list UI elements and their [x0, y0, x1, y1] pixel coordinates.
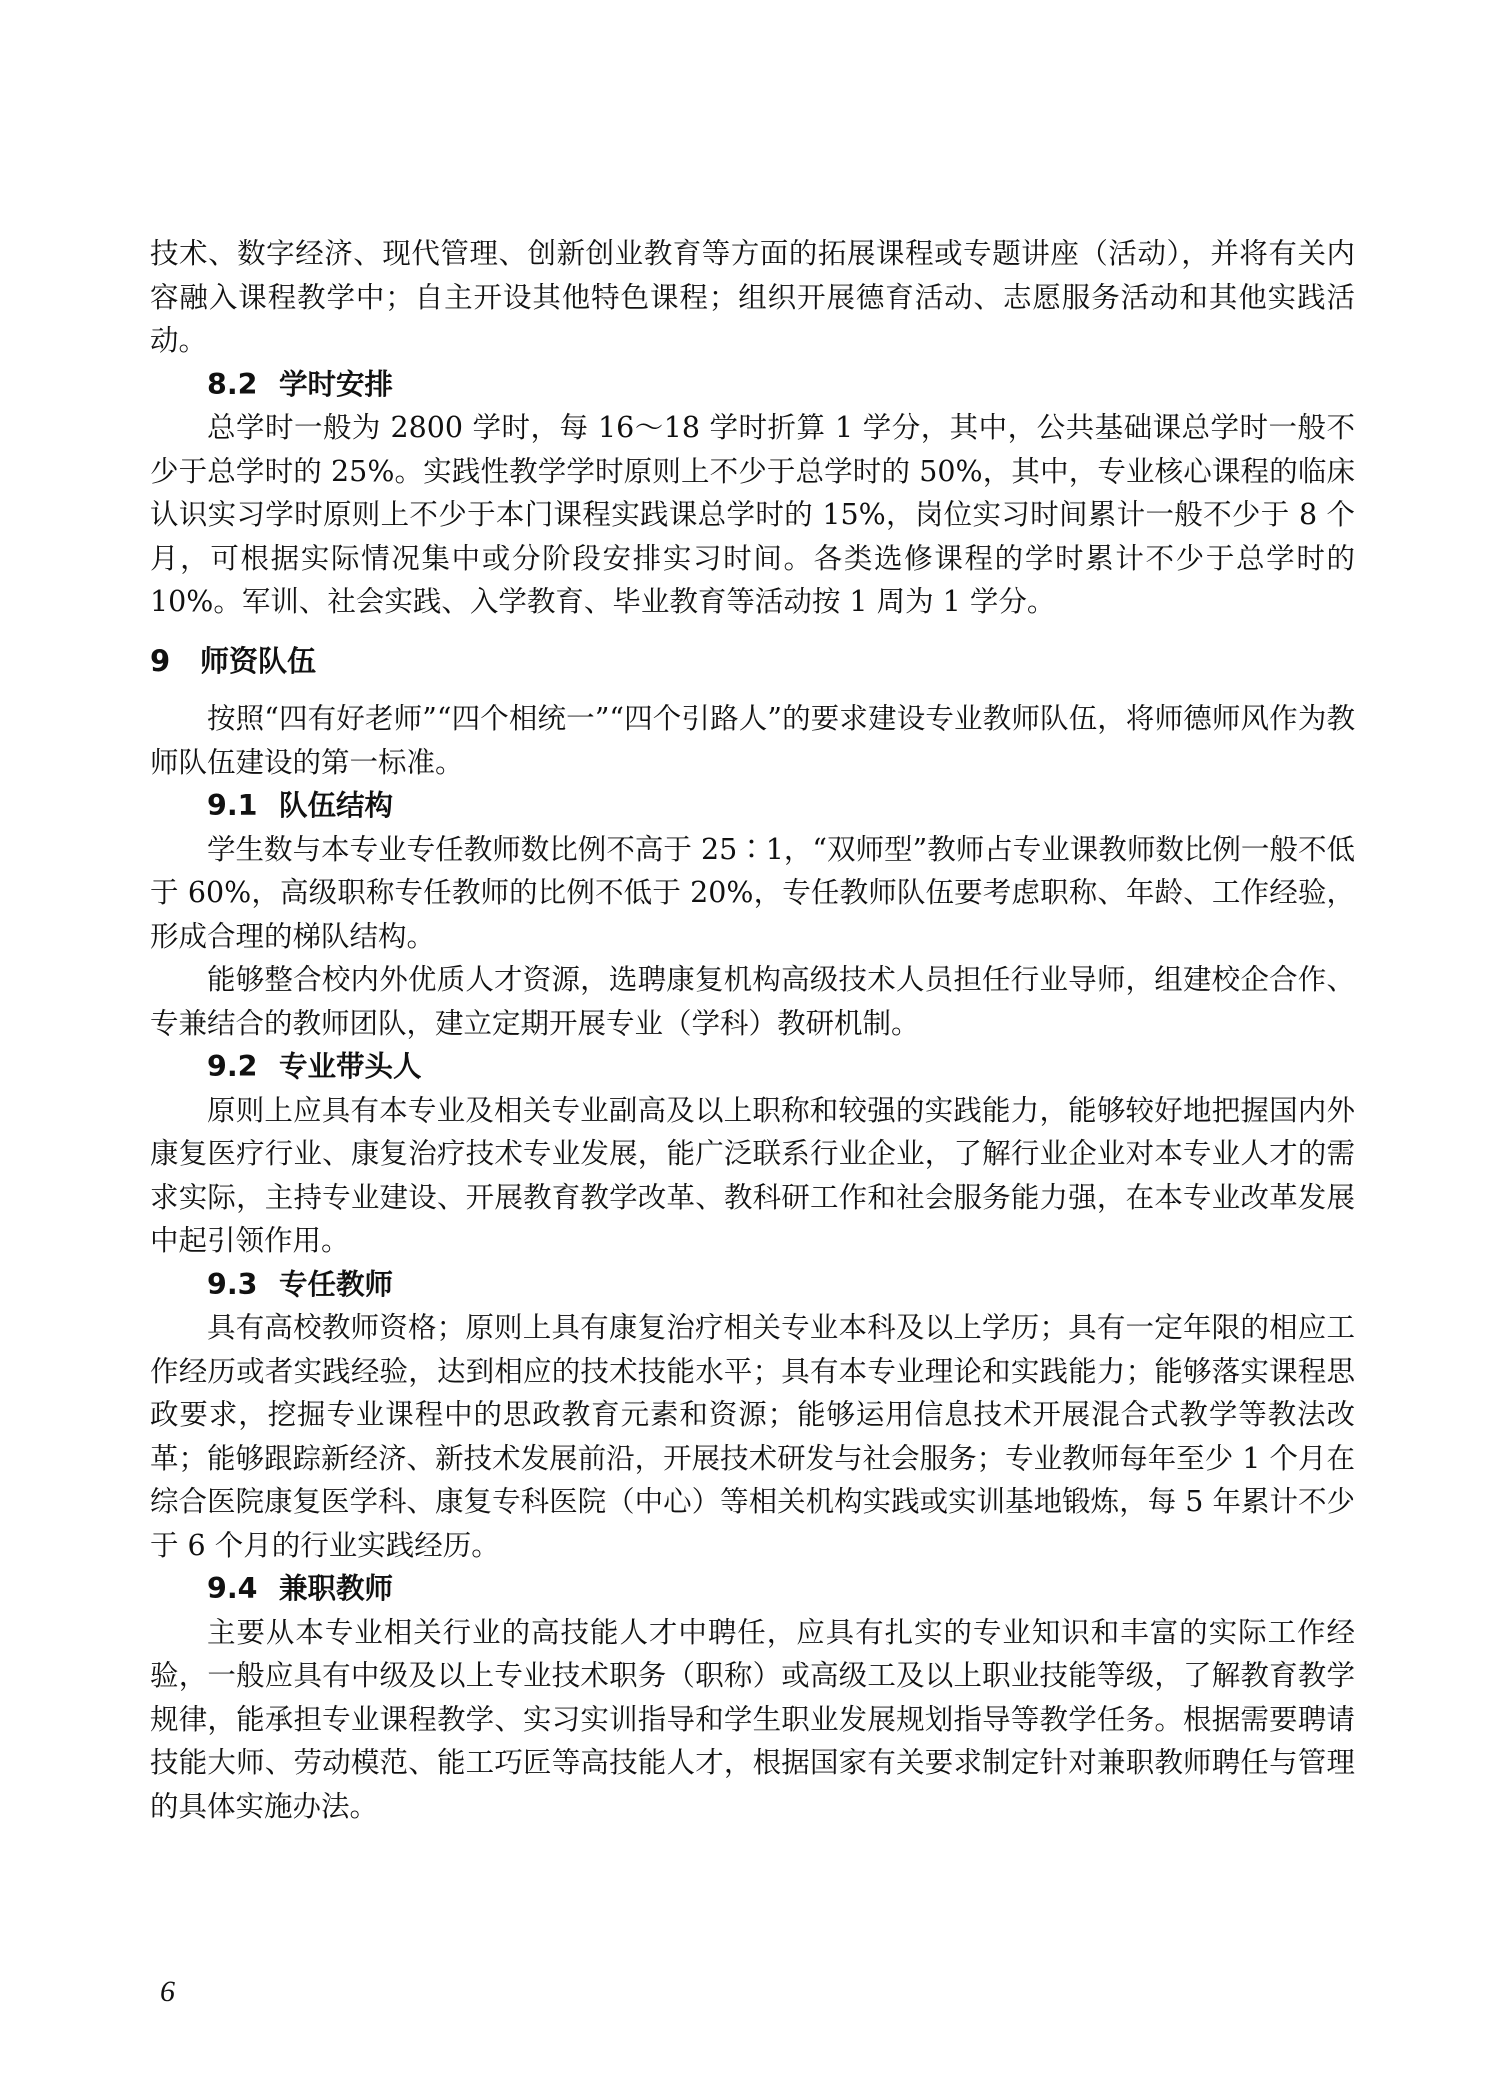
subsection-heading-9-3: [150, 1263, 1355, 1307]
subsection-title: 专业带头人: [279, 1050, 422, 1083]
section-number: 9: [150, 643, 171, 678]
subsection-number: 9.4: [207, 1572, 258, 1605]
paragraph-9-1-2: 能够整合校内外优质人才资源，选聘康复机构高级技术人员担任行业导师，组建校企合作、专兼结合的教师团队，建立定期开展专业（学科）教研机制。: [150, 963, 1355, 1040]
intro-paragraph: 技术、数字经济、现代管理、创新创业教育等方面的拓展课程或专题讲座（活动），并将有关内容融入课程教学中；自主开设其他特色课程；组织开展德育活动、志愿服务活动和其他实践活动。: [150, 237, 1355, 357]
paragraph-9-1: 按照“四有好老师”“四个相统一”“四个引路人”的要求建设专业教师队伍，将师德师风作为教师队伍建设的第一标准。: [150, 702, 1355, 779]
paragraph-9-4-1: 主要从本专业相关行业的高技能人才中聘任，应具有扎实的专业知识和丰富的实际工作经验，一般应具有中级及以上专业技术职务（职称）或高级工及以上职业技能等级，了解教育教学规律，能承担专业课程教学、实习实训指导和学生职业发展规划指导等教学任务。根据需要聘请技能大师、劳动模范、能工巧匠等高技能人才，根据国家有关要求制定针对兼职教师聘任与管理的具体实施办法。: [150, 1615, 1355, 1823]
section-title: 师资队伍: [200, 643, 317, 678]
subsection-title: 兼职教师: [279, 1572, 394, 1605]
paragraph-9-2-1: 原则上应具有本专业及相关专业副高及以上职称和较强的实践能力，能够较好地把握国内外康复医疗行业、康复治疗技术专业发展，能广泛联系行业企业，了解行业企业对本专业人才的需求实际，主持专业建设、开展教育教学改革、教科研工作和社会服务能力强，在本专业改革发展中起引领作用。: [150, 1093, 1355, 1257]
subsection-heading-9-2: [150, 1045, 1355, 1089]
subsection-title: 专任教师: [279, 1267, 394, 1301]
subsection-heading-8-2: [150, 363, 1355, 407]
subsection-title: 队伍结构: [279, 789, 394, 822]
page-number: 6: [160, 1975, 175, 2008]
document-page: [150, 232, 1355, 1828]
subsection-number: 9.1: [207, 789, 258, 822]
subsection-heading-9-1: [150, 784, 1355, 828]
paragraph-9-1-1: 学生数与本专业专任教师数比例不高于 25∶1，“双师型”教师占专业课教师数比例一般不低于 60%，高级职称专任教师的比例不低于 20%，专任教师队伍要考虑职称、年龄、工作经验，形成合理的梯队结构。: [150, 832, 1355, 953]
subsection-number: 9.3: [207, 1267, 258, 1301]
section-heading-9: [150, 640, 1355, 684]
subsection-heading-9-4: [150, 1567, 1355, 1611]
subsection-number: 9.2: [207, 1050, 258, 1083]
subsection-number: 8.2: [207, 367, 258, 401]
paragraph-9-3-1: 具有高校教师资格；原则上具有康复治疗相关专业本科及以上学历；具有一定年限的相应工作经历或者实践经验，达到相应的技术技能水平；具有本专业理论和实践能力；能够落实课程思政要求，挖掘专业课程中的思政教育元素和资源；能够运用信息技术开展混合式教学等教法改革；能够跟踪新经济、新技术发展前沿，开展技术研发与社会服务；专业教师每年至少 1 个月在综合医院康复医学科、康复专科医院（中心）等相关机构实践或实训基地锻炼，每 5 年累计不少于 6 个月的行业实践经历。: [150, 1311, 1355, 1562]
subsection-title: 学时安排: [279, 367, 394, 401]
paragraph-8-2-1: 总学时一般为 2800 学时，每 16～18 学时折算 1 学分，其中，公共基础课总学时一般不少于总学时的 25%。实践性教学学时原则上不少于总学时的 50%，其中，专业核心课程的临床认识实习学时原则上不少于本门课程实践课总学时的 15%，岗位实习时间累计一般不少于 8 个月，可根据实际情况集中或分阶段安排实习时间。各类选修课程的学时累计不少于总学时的 10%。军训、社会实践、入学教育、毕业教育等活动按 1 周为 1 学分。: [150, 411, 1355, 618]
